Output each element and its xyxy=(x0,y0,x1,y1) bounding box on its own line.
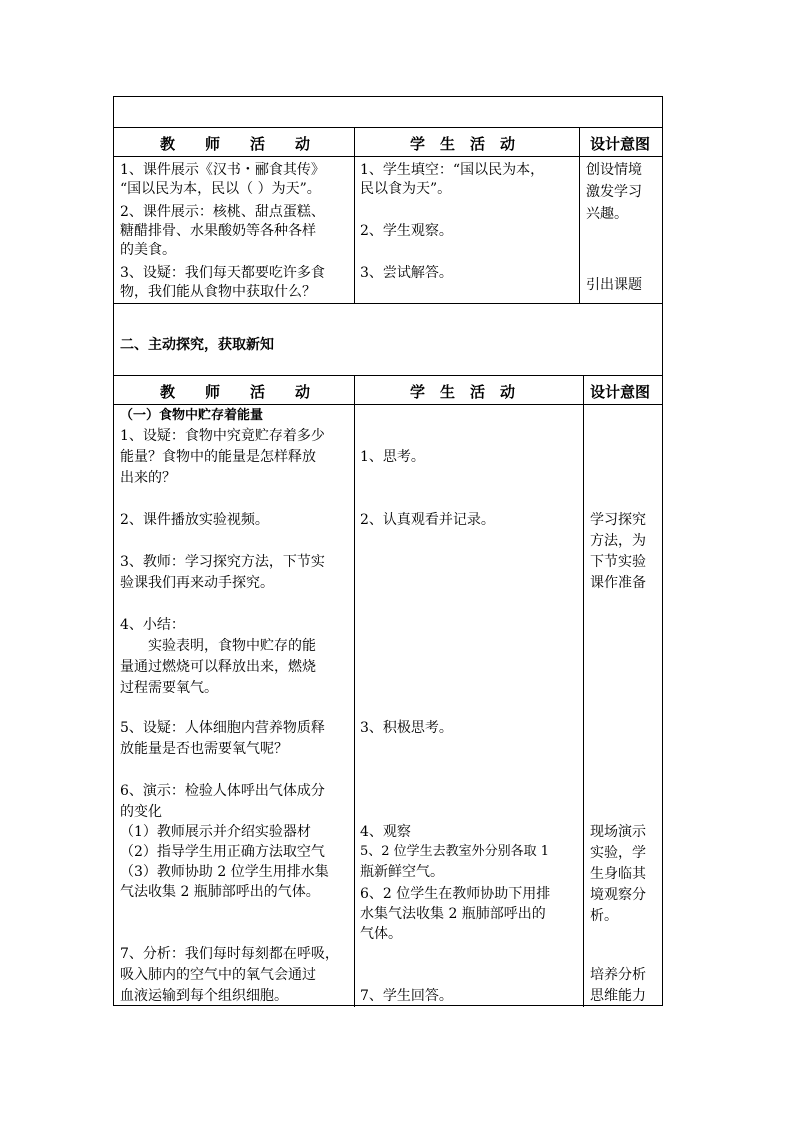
design-line: 生身临其 xyxy=(590,866,646,882)
student-line: 5、2 位学生去教室外分别各取 1 xyxy=(360,844,550,859)
teacher-line: 6、演示：检验人体呼出气体成分 xyxy=(120,783,325,799)
student-line: 民以食为天”。 xyxy=(360,181,452,197)
student-line: 3、尝试解答。 xyxy=(360,265,453,281)
teacher-line: 1、设疑：食物中究竟贮存着多少 xyxy=(120,428,325,444)
teacher-line: （2）指导学生用正确方法取空气 xyxy=(120,844,325,860)
student-line: 气体。 xyxy=(360,926,402,942)
design-line: 培养分析 xyxy=(590,967,646,983)
teacher-line: （1）教师展示并介绍实验器材 xyxy=(120,824,311,840)
student-line: 瓶新鲜空气。 xyxy=(360,864,444,880)
column-divider xyxy=(583,375,584,1007)
column-divider xyxy=(579,127,580,303)
student-line: 1、思考。 xyxy=(360,449,425,465)
teacher-line: 实验表明，食物中贮存的能 xyxy=(120,638,316,654)
design-line: 现场演示 xyxy=(590,824,646,840)
teacher-activity-header: 教 师 活 动 xyxy=(160,383,311,401)
column-divider xyxy=(354,127,355,303)
student-activity-header: 学 生 活 动 xyxy=(410,135,516,153)
teacher-line: 物，我们能从食物中获取什么？ xyxy=(120,284,316,300)
teacher-line: 的变化 xyxy=(120,804,162,820)
teacher-line: 吸入肺内的空气中的氧气会通过 xyxy=(120,967,316,983)
section-title: 二、主动探究，获取新知 xyxy=(120,337,274,353)
teacher-line: 的美食。 xyxy=(120,242,176,258)
lesson-plan-table xyxy=(113,96,663,1006)
student-line: 水集气法收集 2 瓶肺部呼出的 xyxy=(360,906,546,922)
row-divider xyxy=(114,303,662,304)
teacher-line: 血液运输到每个组织细胞。 xyxy=(120,988,288,1004)
design-line: 引出课题 xyxy=(586,277,642,293)
subsection-title: （一）食物中贮存着能量 xyxy=(120,408,264,423)
design-intent-header: 设计意图 xyxy=(590,383,651,401)
teacher-line: 过程需要氧气。 xyxy=(120,680,218,696)
teacher-line: 气法收集 2 瓶肺部呼出的气体。 xyxy=(120,884,320,900)
student-line: 1、学生填空：“国以民为本， xyxy=(360,162,545,178)
student-line: 2、学生观察。 xyxy=(360,223,453,239)
teacher-line: “国以民为本，民以（ ）为天”。 xyxy=(120,181,321,197)
column-divider xyxy=(354,375,355,1007)
student-line: 7、学生回答。 xyxy=(360,988,453,1004)
teacher-line: 量通过燃烧可以释放出来，燃烧 xyxy=(120,659,316,675)
student-line: 2、认真观看并记录。 xyxy=(360,512,495,528)
teacher-line: 放能量是否也需要氧气呢？ xyxy=(120,741,288,757)
design-line: 下节实验 xyxy=(590,554,646,570)
teacher-line: （3）教师协助 2 位学生用排水集 xyxy=(120,864,329,880)
teacher-line: 5、设疑：人体细胞内营养物质释 xyxy=(120,720,325,736)
teacher-line: 3、设疑：我们每天都要吃许多食 xyxy=(120,265,325,281)
design-line: 实验，学 xyxy=(590,845,646,861)
row-divider xyxy=(114,375,662,376)
teacher-line: 4、小结： xyxy=(120,617,185,633)
teacher-line: 1、课件展示《汉书・郦食其传》 xyxy=(120,162,325,178)
design-line: 兴趣。 xyxy=(586,206,628,222)
student-line: 6、2 位学生在教师协助下用排 xyxy=(360,886,551,902)
teacher-line: 2、课件展示：核桃、甜点蛋糕、 xyxy=(120,204,325,220)
student-activity-header: 学 生 活 动 xyxy=(410,383,516,401)
design-line: 方法，为 xyxy=(590,533,646,549)
row-divider xyxy=(114,404,662,405)
design-intent-header: 设计意图 xyxy=(590,135,651,153)
teacher-line: 能量？食物中的能量是怎样释放 xyxy=(120,449,316,465)
teacher-line: 糖醋排骨、水果酸奶等各种各样 xyxy=(120,223,316,239)
student-line: 4、观察 xyxy=(360,824,411,840)
teacher-line: 7、分析：我们每时每刻都在呼吸， xyxy=(120,946,339,962)
teacher-line: 出来的？ xyxy=(120,470,176,486)
teacher-activity-header: 教 师 活 动 xyxy=(160,135,311,153)
teacher-line: 3、教师：学习探究方法，下节实 xyxy=(120,554,325,570)
student-line: 3、积极思考。 xyxy=(360,720,453,736)
design-line: 思维能力 xyxy=(590,988,646,1004)
design-line: 激发学习 xyxy=(586,184,642,200)
teacher-line: 验课我们再来动手探究。 xyxy=(120,575,274,591)
teacher-line: 2、课件播放实验视频。 xyxy=(120,512,269,528)
design-line: 创设情境 xyxy=(586,162,642,178)
design-line: 境观察分 xyxy=(590,887,646,903)
design-line: 课作准备 xyxy=(590,575,646,591)
design-line: 析。 xyxy=(590,908,618,924)
design-line: 学习探究 xyxy=(590,512,646,528)
